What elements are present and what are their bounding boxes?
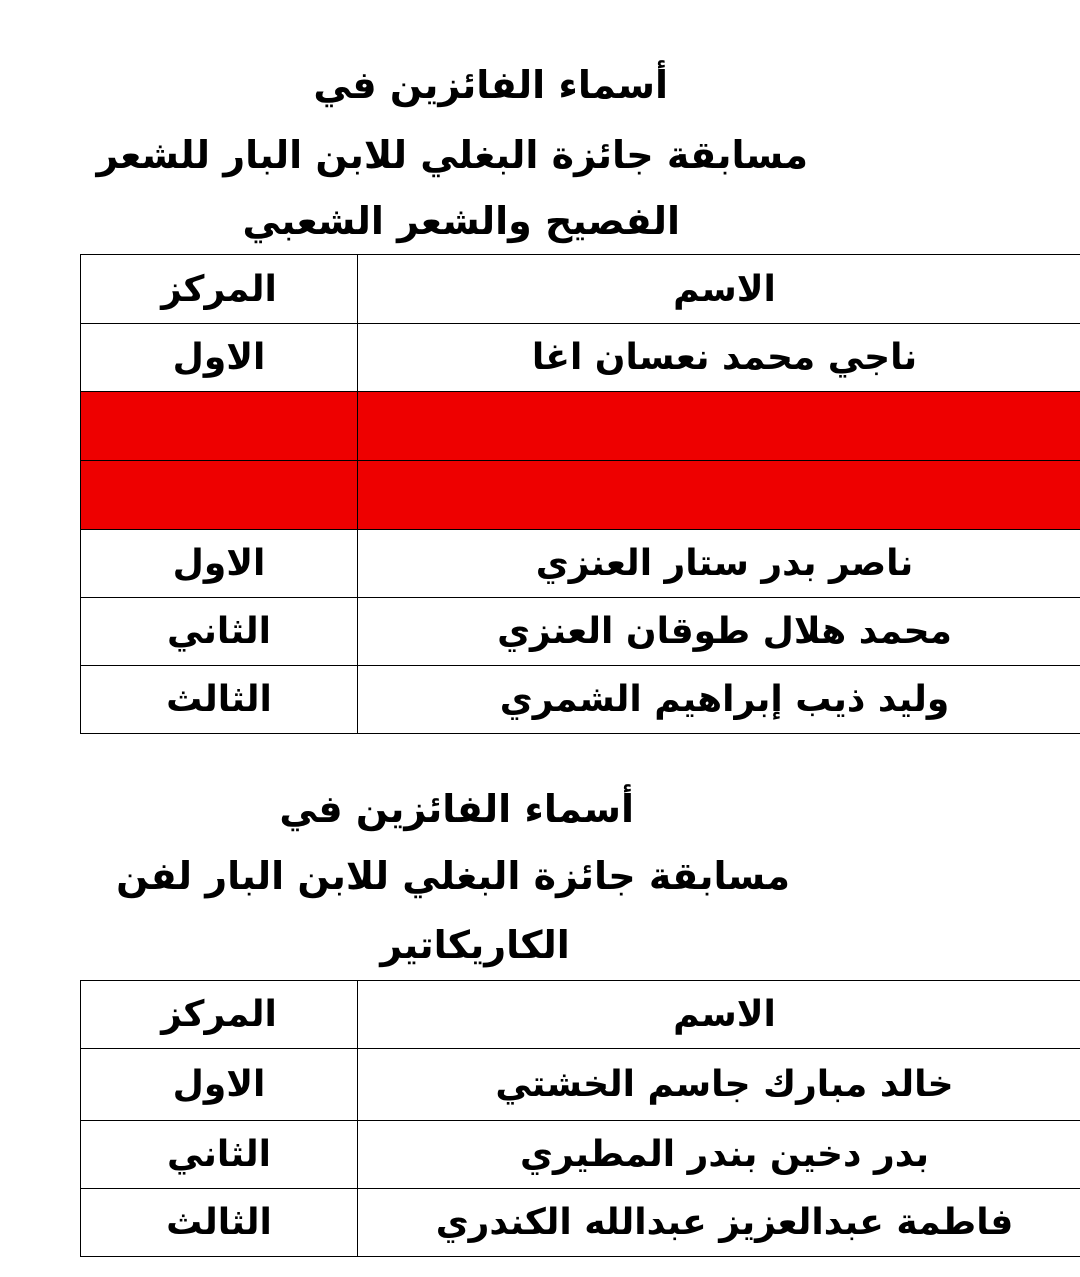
results-table-poetry [80, 254, 1080, 734]
table-row [81, 1049, 1080, 1121]
rank-cell: الاول [81, 1049, 358, 1121]
highlighted-row [81, 392, 1080, 461]
name-cell [358, 461, 1080, 530]
table-row [81, 598, 1080, 666]
name-cell: ناجي محمد نعسان اغا [358, 324, 1080, 392]
rank-cell: الاول [81, 530, 358, 598]
section1-title-line1: أسماء الفائزين في [313, 63, 668, 107]
results-table-caricature [80, 980, 1080, 1257]
rank-cell: الثاني [81, 1121, 358, 1189]
rank-cell: الاول [81, 324, 358, 392]
highlighted-row [81, 461, 1080, 530]
table-header-row [81, 981, 1080, 1049]
name-cell: محمد هلال طوقان العنزي [358, 598, 1080, 666]
header-name-cell: الاسم [358, 981, 1080, 1049]
table-header-row [81, 255, 1080, 324]
section2-title-line2: مسابقة جائزة البغلي للابن البار لفن [116, 854, 790, 898]
table-row [81, 324, 1080, 392]
header-name-cell: الاسم [358, 255, 1080, 324]
section2-title-line1: أسماء الفائزين في [279, 787, 634, 831]
name-cell: بدر دخين بندر المطيري [358, 1121, 1080, 1189]
table-row [81, 666, 1080, 734]
name-cell: خالد مبارك جاسم الخشتي [358, 1049, 1080, 1121]
rank-cell: الثاني [81, 598, 358, 666]
name-cell: ناصر بدر ستار العنزي [358, 530, 1080, 598]
name-cell: وليد ذيب إبراهيم الشمري [358, 666, 1080, 734]
rank-cell [81, 461, 358, 530]
section1-title-line3: الفصيح والشعر الشعبي [242, 199, 680, 243]
rank-cell: الثالث [81, 666, 358, 734]
section1-title-line2: مسابقة جائزة البغلي للابن البار للشعر [96, 133, 808, 177]
rank-cell: الثالث [81, 1189, 358, 1257]
section2-title-line3: الكاريكاتير [380, 923, 570, 967]
table-row [81, 1189, 1080, 1257]
header-rank-cell: المركز [81, 981, 358, 1049]
name-cell [358, 392, 1080, 461]
header-rank-cell: المركز [81, 255, 358, 324]
table-row [81, 1121, 1080, 1189]
table-row [81, 530, 1080, 598]
name-cell: فاطمة عبدالعزيز عبدالله الكندري [358, 1189, 1080, 1257]
rank-cell [81, 392, 358, 461]
